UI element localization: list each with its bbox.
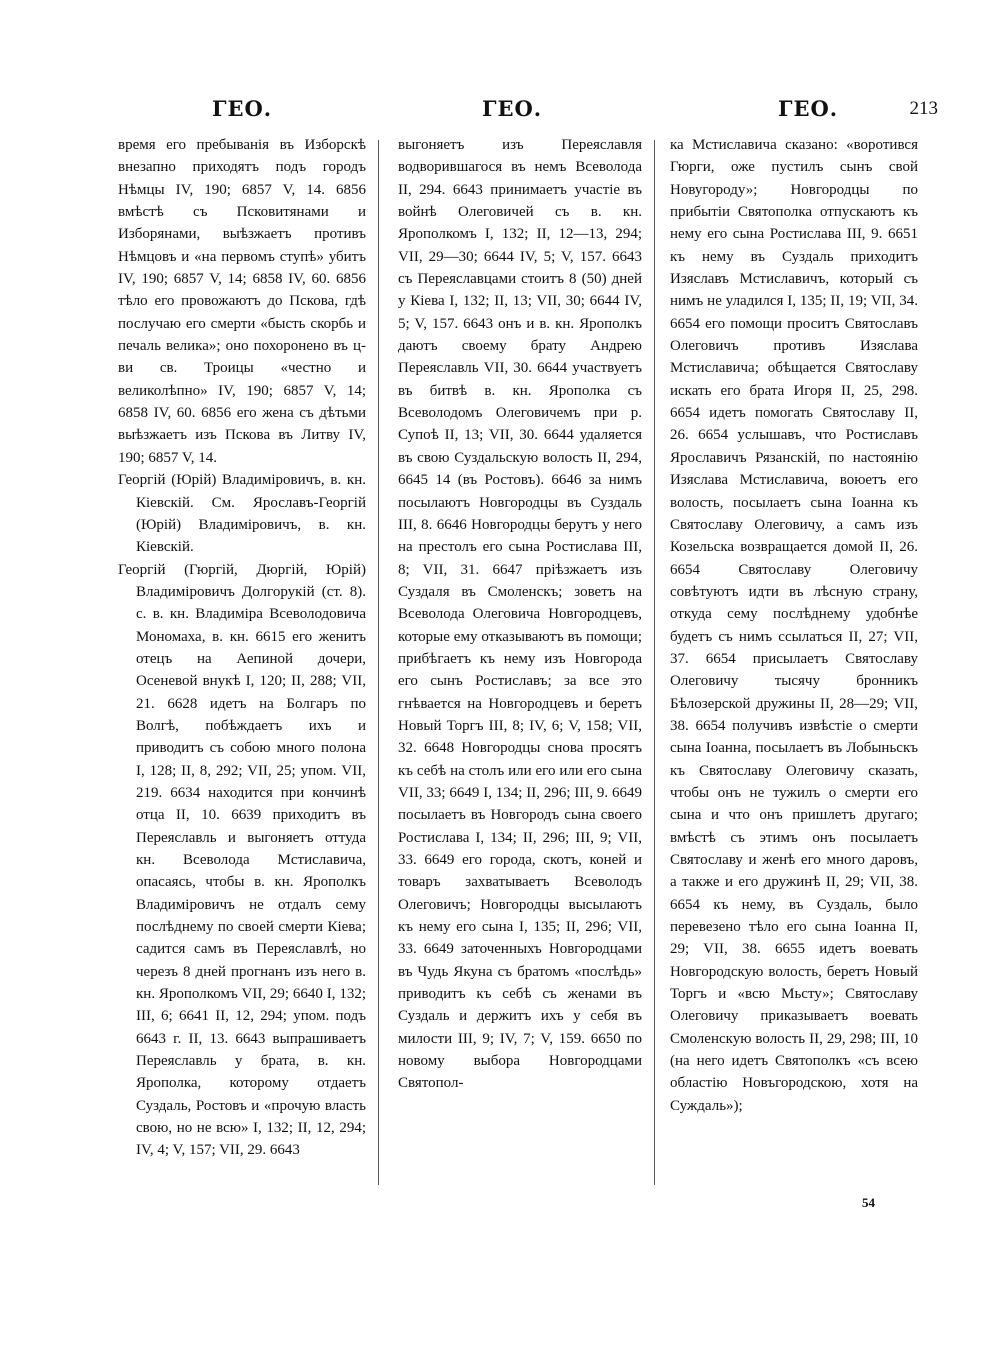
column-3 xyxy=(670,134,918,1117)
column-1 xyxy=(118,134,366,1162)
column-2 xyxy=(398,134,642,1095)
column-rule-1 xyxy=(378,140,379,1185)
page-number: 213 xyxy=(909,98,938,119)
column-1-paragraph-1: время его пребыванія въ Изборскѣ внезапно приходятъ подъ городъ Нѣмцы IV, 190; 6857 V, 14. 6856 вмѣстѣ съ Псковитянами и Изборянами, выѣзжаетъ противъ Нѣмцовъ и «на первомъ ступѣ» убитъ IV, 190; 6857 V, 14; 6858 IV, 60. 6856 тѣло его провожаютъ до Пскова, гдѣ послучаю его смерти «бысть скорбь и печаль велика»; оно похоронено въ ц-ви св. Троицы «честно и великолѣпно» IV, 190; 6857 V, 14; 6858 IV, 60. 6856 его жена съ дѣтьми выѣзжаетъ изъ Пскова въ Литву IV, 190; 6857 V, 14. xyxy=(118,137,366,466)
running-header-center: ГЕО. xyxy=(482,96,543,121)
column-1-entry-georgiy-yuriy: Георгій (Юрій) Владиміровичъ, в. кн. Кіевскій. См. Ярославъ-Георгій (Юрій) Владиміровичъ, в. кн. Кіевскій. xyxy=(118,472,366,556)
signature-mark: 54 xyxy=(862,1195,875,1210)
column-3-paragraph-1: ка Мстиславича сказано: «воротився Гюрги, оже пустилъ сынъ свой Новугороду»; Новгородцы по прибытіи Святополка отпускаютъ къ нему его сына Ростислава III, 9. 6651 къ нему въ Суздаль приходитъ Изяславъ Мстиславичъ, который съ нимъ не уладился I, 135; II, 19; VII, 34. 6654 его помощи проситъ Святославъ Олеговичъ противъ Изяслава Мстиславича; обѣщается Святославу искать его брата Игоря II, 25, 298. 6654 идетъ помогать Святославу II, 26. 6654 услышавъ, что Ростиславъ Ярославичъ Рязанскій, по настоянію Изяслава Мстиславича, воюетъ его волость, посылаетъ сына Іоанна къ Святославу Олеговичу, а самъ изъ Козельска возвращается домой II, 26. 6654 Святославу Олеговичу совѣтуютъ идти въ лѣсную страну, откуда сему послѣднему удобнѣе будетъ съ нимъ ссылаться II, 27; VII, 37. 6654 присылаетъ Святославу Олеговичу тысячу бронникъ Бѣлозерской дружины II, 28—29; VII, 38. 6654 получивъ извѣстіе о смерти сына Іоанна, посылаетъ въ Лобыньскъ къ Святославу Олеговичу сказать, чтобы онъ не тужилъ о смерти его сына и что онъ пришлетъ другаго; вмѣстѣ съ этимъ онъ посылаетъ Святославу и женѣ его много даровъ, а также и его дружинѣ II, 29; VII, 38. 6654 къ нему, въ Суздаль, было перевезено тѣло его сына Іоанна II, 29; VII, 38. 6655 идетъ воевать Новгородскую волость, беретъ Новый Торгъ и «всю Мьсту»; Святославу Олеговичу приказываетъ воевать Смоленскую волость II, 29, 298; III, 10 (на него идетъ Святополкъ «съ всею областію Новъгородскою, хотя на Суждаль»); xyxy=(670,137,918,1114)
column-1-entry-georgiy-dolgorukiy: Георгій (Гюргій, Дюргій, Юрій) Владиміровичъ Долгорукій (ст. 8). с. в. кн. Владиміра Всеволодовича Мономаха, в. кн. 6615 его женитъ отецъ на Аепиной дочери, Осеневой внукѣ I, 120; II, 288; VII, 21. 6628 идетъ на Болгаръ по Волгѣ, побѣждаетъ ихъ и приводитъ съ собою много полона I, 128; II, 8, 292; VII, 25; упом. VII, 219. 6634 находится при кончинѣ отца II, 10. 6639 приходитъ въ Переяславль и выгоняетъ оттуда кн. Всеволода Мстиславича, опасаясь, чтобы в. кн. Ярополкъ Владиміровичъ не отдалъ сему послѣднему по своей смерти Кіева; садится самъ въ Переяславлѣ, но черезъ 8 дней прогнанъ изъ него в. кн. Ярополкомъ VII, 29; 6640 I, 132; III, 6; 6641 II, 12, 294; упом. подъ 6643 г. II, 13. 6643 выпрашиваетъ Переяславль у брата, в. кн. Ярополка, которому отдаетъ Суздаль, Ростовъ и «прочую власть свою, но не всю» I, 132; II, 12, 294; IV, 4; V, 157; VII, 29. 6643 xyxy=(118,561,366,1159)
running-header-right: ГЕО. xyxy=(778,96,839,121)
column-2-paragraph-1: выгоняетъ изъ Переяславля водворившагося въ немъ Всеволода II, 294. 6643 принимаетъ участіе въ войнѣ Олеговичей съ в. кн. Ярополкомъ I, 132; II, 12—13, 294; VII, 29—30; 6644 IV, 5; V, 157. 6643 съ Переяславцами стоитъ 8 (50) дней у Кіева I, 132; II, 13; VII, 30; 6644 IV, 5; V, 157. 6643 онъ и в. кн. Ярополкъ даютъ своему брату Андрею Переяславль VII, 30. 6644 участвуетъ въ битвѣ в. кн. Ярополка съ Всеволодомъ Олеговичемъ при р. Супоѣ II, 13; VII, 30. 6644 удаляется въ свою Суздальскую волость II, 294, 6645 14 (въ Ростовъ). 6646 за нимъ посылаютъ Новгородцы въ Суздаль III, 8. 6646 Новгородцы берутъ у него на престолъ его сына Ростислава III, 8; VII, 31. 6647 пріѣзжаетъ изъ Суздаля въ Смоленскъ; зоветъ на Всеволода Олеговича Новгородцевъ, которые ему отказываютъ въ помощи; прибѣгаетъ къ нему изъ Новгорода его сынъ Ростиславъ; за все это гнѣвается на Новгородцевъ и беретъ Новый Торгъ III, 8; IV, 6; V, 158; VII, 32. 6648 Новгородцы снова просятъ къ себѣ на столъ или его или его сына VII, 33; 6649 I, 134; II, 296; III, 9. 6649 посылаетъ въ Новгородъ сына своего Ростислава I, 134; II, 296; III, 9; VII, 33. 6649 его города, скотъ, коней и товаръ захватываетъ Всеволодъ Олеговичъ; Новгородцы высылаютъ къ нему его сына I, 135; II, 296; VII, 33. 6649 заточенныхъ Новгородцами въ Чудь Якуна съ братомъ «послѣдь» приводитъ къ себѣ съ женами въ Суздаль и держитъ ихъ у себя въ милости III, 9; IV, 7; V, 159. 6650 по новому выбора Новгородцами Святопол- xyxy=(398,137,642,1092)
column-rule-2 xyxy=(654,140,655,1185)
running-header-left: ГЕО. xyxy=(212,96,273,121)
